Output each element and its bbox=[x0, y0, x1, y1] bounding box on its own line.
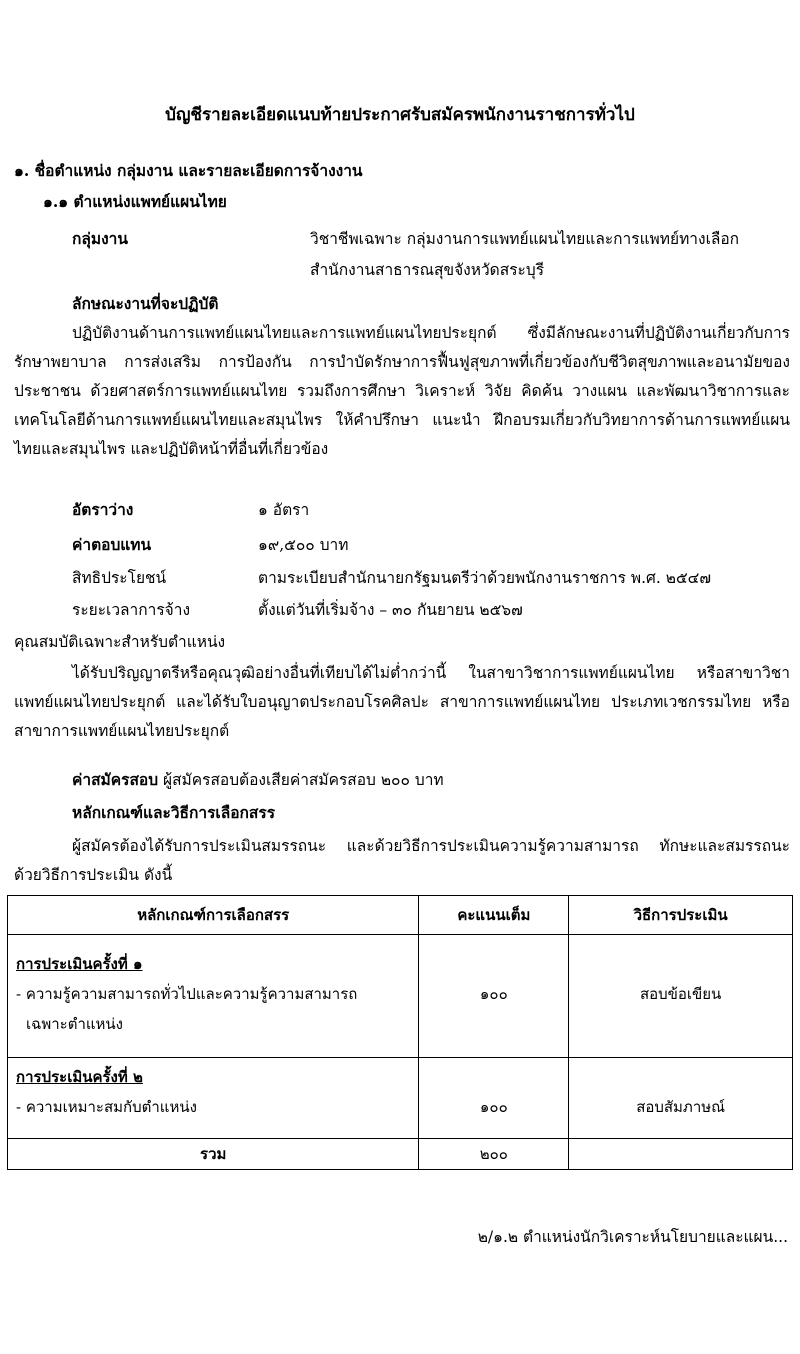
qualification-text: ได้รับปริญญาตรีหรือคุณวุฒิอย่างอื่นที่เทียบได้ไม่ต่ำกว่านี้ ในสาขาวิชาการแพทย์แผนไทย หรือสาขาวิชาแพทย์แผนไทยประยุกต์ และได้รับใบอนุญาตประกอบโรคศิลปะ สาขาการแพทย์แผนไทย ประเภทเวชกรรมไทย หรือสาขาการแพทย์แผนไทยประยุกต์ bbox=[14, 664, 790, 740]
round2-title: การประเมินครั้งที่ ๒ bbox=[16, 1068, 143, 1086]
fee-value: ผู้สมัครสอบต้องเสียค่าสมัครสอบ ๒๐๐ บาท bbox=[163, 771, 444, 789]
table-row bbox=[8, 935, 793, 1058]
header-criteria: หลักเกณฑ์การเลือกสรร bbox=[8, 896, 419, 935]
duties-heading: ลักษณะงานที่จะปฏิบัติ bbox=[72, 294, 219, 313]
period-value: ตั้งแต่วันที่เริ่มจ้าง – ๓๐ กันยายน ๒๕๖๗ bbox=[258, 601, 523, 619]
group-value-line2: สำนักงานสาธารณสุขจังหวัดสระบุรี bbox=[310, 261, 545, 279]
duties-paragraph bbox=[14, 319, 790, 464]
benefit-value: ตามระเบียบสำนักนายกรัฐมนตรีว่าด้วยพนักงานราชการ พ.ศ. ๒๕๔๗ bbox=[258, 569, 712, 587]
section-heading: ๑. ชื่อตำแหน่ง กลุ่มงาน และรายละเอียดการจ้างงาน bbox=[14, 161, 363, 180]
criteria-text: ผู้สมัครต้องได้รับการประเมินสมรรถนะ และด้วยวิธีการประเมินความรู้ความสามารถ ทักษะและสมรรถนะ ด้วยวิธีการประเมิน ดังนี้ bbox=[14, 837, 790, 884]
round1-title: การประเมินครั้งที่ ๑ bbox=[16, 955, 143, 973]
total-score: ๒๐๐ bbox=[419, 1139, 569, 1170]
round2-item: - ความเหมาะสมกับตำแหน่ง bbox=[16, 1098, 197, 1116]
round1-cell bbox=[8, 935, 419, 1058]
group-label: กลุ่มงาน bbox=[72, 229, 128, 248]
qualification-heading: คุณสมบัติเฉพาะสำหรับตำแหน่ง bbox=[14, 633, 226, 651]
table-total-row bbox=[8, 1139, 793, 1170]
salary-value: ๑๙,๕๐๐ บาท bbox=[258, 536, 349, 554]
document-title: บัญชีรายละเอียดแนบท้ายประกาศรับสมัครพนักงานราชการทั่วไป bbox=[165, 105, 635, 125]
round2-score: ๑๐๐ bbox=[419, 1058, 569, 1139]
header-method: วิธีการประเมิน bbox=[569, 896, 793, 935]
criteria-heading: หลักเกณฑ์และวิธีการเลือกสรร bbox=[72, 803, 276, 822]
round1-score: ๑๐๐ bbox=[419, 935, 569, 1058]
footer-continuation: ๒/๑.๒ ตำแหน่งนักวิเคราะห์นโยบายและแผน... bbox=[477, 1228, 788, 1246]
position-heading: ๑.๑ ตำแหน่งแพทย์แผนไทย bbox=[43, 192, 227, 211]
table-header-row bbox=[8, 896, 793, 935]
total-label: รวม bbox=[8, 1139, 419, 1170]
fee-label: ค่าสมัครสอบ bbox=[72, 770, 159, 789]
period-label: ระยะเวลาการจ้าง bbox=[72, 601, 191, 619]
vacancy-label: อัตราว่าง bbox=[72, 500, 134, 519]
benefit-label: สิทธิประโยชน์ bbox=[72, 569, 167, 587]
criteria-paragraph bbox=[14, 832, 790, 890]
qualification-paragraph bbox=[14, 659, 790, 746]
total-method-empty bbox=[569, 1139, 793, 1170]
round1-item-line1: - ความรู้ความสามารถทั่วไปและความรู้ความสามารถ bbox=[16, 985, 358, 1003]
round2-cell bbox=[8, 1058, 419, 1139]
salary-label: ค่าตอบแทน bbox=[72, 535, 152, 554]
selection-criteria-table bbox=[7, 895, 793, 1170]
vacancy-value: ๑ อัตรา bbox=[258, 501, 310, 519]
duties-text: ปฏิบัติงานด้านการแพทย์แผนไทยและการแพทย์แผนไทยประยุกต์ ซึ่งมีลักษณะงานที่ปฏิบัติงานเกี่ยวกับการรักษาพยาบาล การส่งเสริม การป้องกัน การบำบัดรักษาการฟื้นฟูสุขภาพที่เกี่ยวข้องกับชีวิตสุขภาพและอนามัยของประชาชน ด้วยศาสตร์การแพทย์แผนไทย รวมถึงการศึกษา วิเคราะห์ วิจัย คิดค้น วางแผน และพัฒนาวิชาการและเทคโนโลยีด้านการแพทย์แผนไทยและสมุนไพร ให้คำปรึกษา แนะนำ ฝึกอบรมเกี่ยวกับวิทยาการด้านการแพทย์แผนไทยและสมุนไพร และปฏิบัติหน้าที่อื่นที่เกี่ยวข้อง bbox=[14, 324, 790, 458]
table-row bbox=[8, 1058, 793, 1139]
round1-method: สอบข้อเขียน bbox=[569, 935, 793, 1058]
round2-method: สอบสัมภาษณ์ bbox=[569, 1058, 793, 1139]
header-full-score: คะแนนเต็ม bbox=[419, 896, 569, 935]
group-value-line1: วิชาชีพเฉพาะ กลุ่มงานการแพทย์แผนไทยและการแพทย์ทางเลือก bbox=[310, 230, 740, 248]
fee-row bbox=[72, 767, 444, 792]
round1-item-line2: เฉพาะตำแหน่ง bbox=[26, 1015, 124, 1033]
